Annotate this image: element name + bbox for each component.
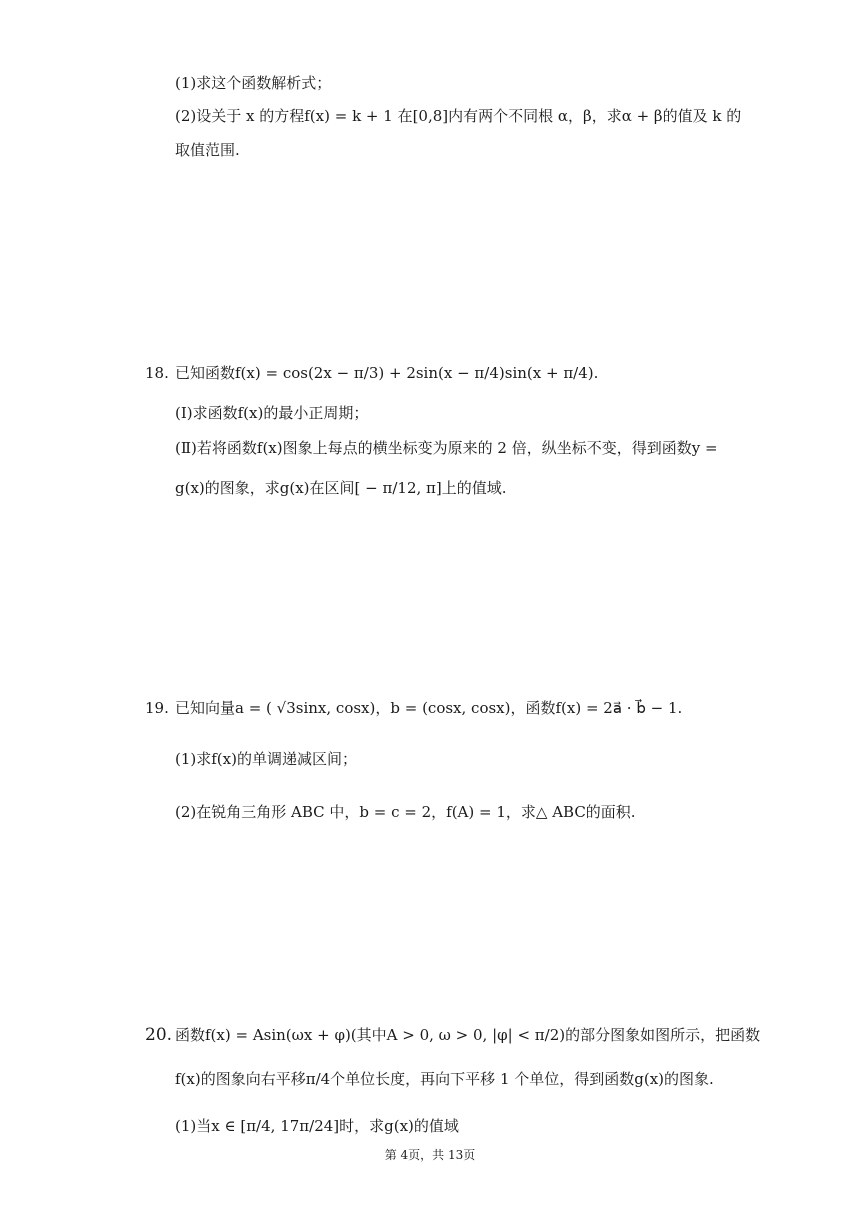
page-footer: 第 4页，共 13页	[384, 1148, 476, 1162]
q18-number: 18.	[145, 364, 169, 382]
q19-part2: (2)在锐角三角形 ABC 中，b = c = 2，f(A) = 1，求△ ABC的面积.	[175, 803, 636, 821]
q20-stem-line2: f(x)的图象向右平移π/4个单位长度，再向下平移 1 个单位，得到函数g(x)的图象.	[175, 1070, 714, 1088]
q18-part1: (Ⅰ)求函数f(x)的最小正周期；	[175, 404, 369, 422]
q17-part1: (1)求这个函数解析式；	[175, 74, 332, 92]
q19-number: 19.	[145, 699, 169, 717]
q20-stem-line1: 函数f(x) = Asin(ωx + φ)(其中A > 0, ω > 0, |φ| < π/2)的部分图象如图所示，把函数	[175, 1026, 761, 1044]
q20-number: 20.	[145, 1025, 173, 1045]
q19-part1: (1)求f(x)的单调递减区间；	[175, 750, 357, 768]
q19-stem: 已知向量a = ( √3sinx, cosx)，b = (cosx, cosx)，函数f(x) = 2a⃗ · b⃗ − 1.	[175, 699, 683, 717]
q17-part2-line1: (2)设关于 x 的方程f(x) = k + 1 在[0,8]内有两个不同根 α，β，求α + β的值及 k 的	[175, 107, 742, 125]
q18-part2-line2: g(x)的图象，求g(x)在区间[ − π/12, π]上的值域.	[175, 479, 507, 497]
q17-part2-line2: 取值范围.	[175, 141, 240, 159]
q18-part2-line1: (Ⅱ)若将函数f(x)图象上每点的横坐标变为原来的 2 倍，纵坐标不变，得到函数y =	[175, 439, 718, 457]
q20-part1: (1)当x ∈ [π/4, 17π/24]时，求g(x)的值域	[175, 1117, 459, 1135]
q18-stem: 已知函数f(x) = cos(2x − π/3) + 2sin(x − π/4)sin(x + π/4).	[175, 364, 599, 382]
